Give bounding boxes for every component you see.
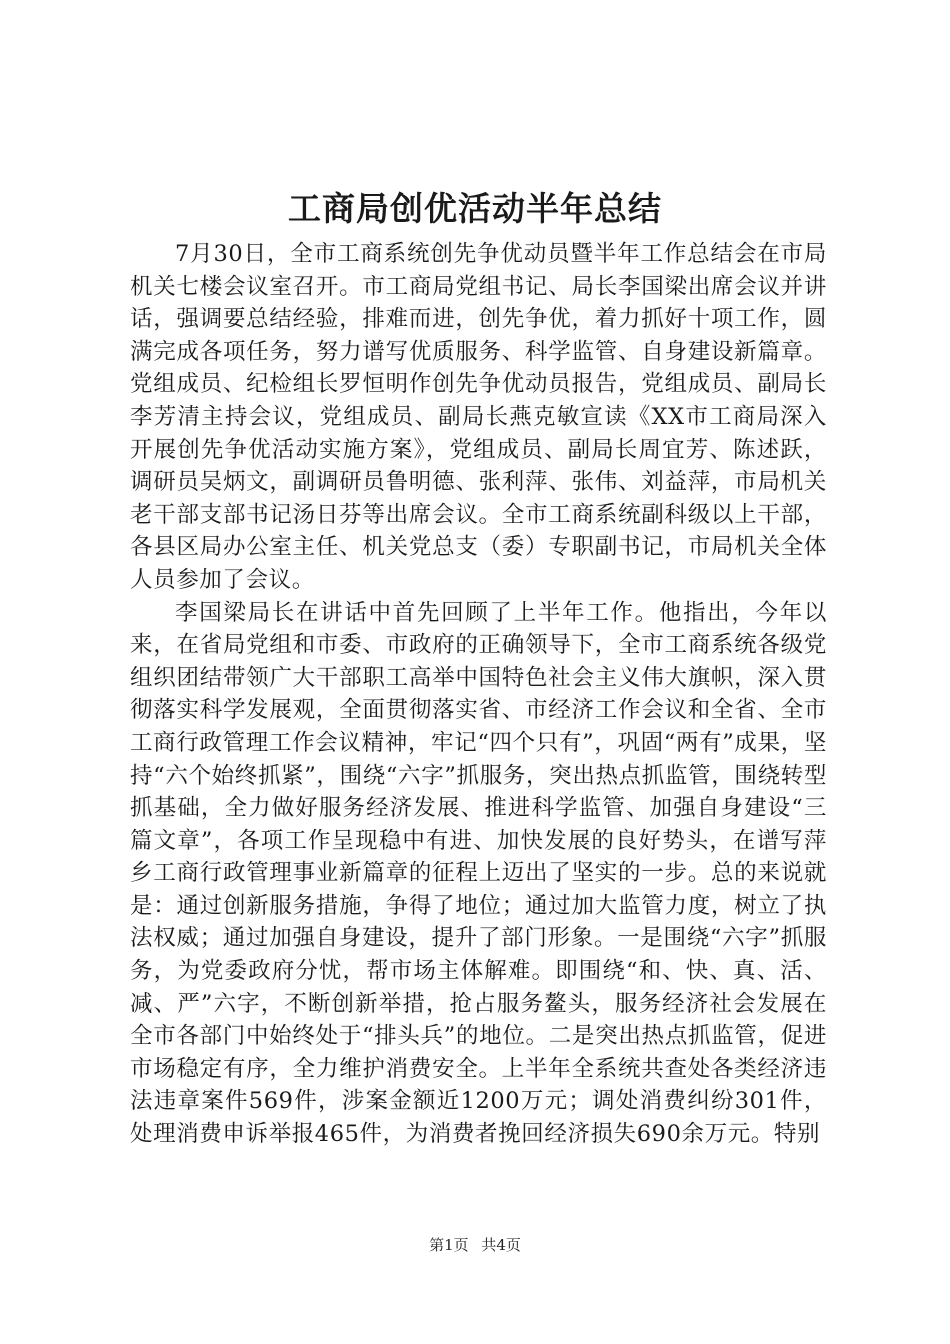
paragraph-1: 7月30日，全市工商系统创先争优动员暨半年工作总结会在市局机关七楼会议室召开。市工商局党组书记、局长李国梁出席会议并讲话，强调要总结经验，排难而进，创先争优，着力抓好十项工作，圆满完成各项任务，努力谱写优质服务、科学监管、自身建设新篇章。党组成员、纪检组长罗恒明作创先争优动员报告，党组成员、副局长李芳清主持会议，党组成员、副局长燕克敏宣读《XX市工商局深入开展创先争优活动实施方案》，党组成员、副局长周宜芳、陈述跃，调研员吴炳文，副调研员鲁明德、张利萍、张伟、刘益萍，市局机关老干部支部书记汤日芬等出席会议。全市工商系统副科级以上干部，各县区局办公室主任、机关党总支（委）专职副书记，市局机关全体人员参加了会议。 (130, 241, 827, 593)
page-footer (0, 1234, 950, 1256)
document-body (130, 238, 827, 1151)
document-title: 工商局创优活动半年总结 (288, 189, 662, 228)
page-total: 共4页 (481, 1236, 521, 1254)
page-number: 第1页 (429, 1236, 469, 1254)
paragraph-2: 李国梁局长在讲话中首先回顾了上半年工作。他指出，今年以来，在省局党组和市委、市政府的正确领导下，全市工商系统各级党组织团结带领广大干部职工高举中国特色社会主义伟大旗帜，深入贯彻落实科学发展观，全面贯彻落实省、市经济工作会议和全省、全市工商行政管理工作会议精神，牢记“四个只有”，巩固“两有”成果，坚持“六个始终抓紧”，围绕“六字”抓服务，突出热点抓监管，围绕转型抓基础，全力做好服务经济发展、推进科学监管、加强自身建设“三篇文章”，各项工作呈现稳中有进、加快发展的良好势头，在谱写萍乡工商行政管理事业新篇章的征程上迈出了坚实的一步。总的来说就是：通过创新服务措施，争得了地位；通过加大监管力度，树立了执法权威；通过加强自身建设，提升了部门形象。一是围绕“六字”抓服务，为党委政府分忧，帮市场主体解难。即围绕“和、快、真、活、减、严”六字，不断创新举措，抢占服务鳌头，服务经济社会发展在全市各部门中始终处于“排头兵”的地位。二是突出热点抓监管，促进市场稳定有序，全力维护消费安全。上半年全系统共查处各类经济违法违章案件569件，涉案金额近1200万元；调处消费纠纷301件，处理消费申诉举报465件，为消费者挽回经济损失690余万元。特别 (130, 599, 827, 1148)
